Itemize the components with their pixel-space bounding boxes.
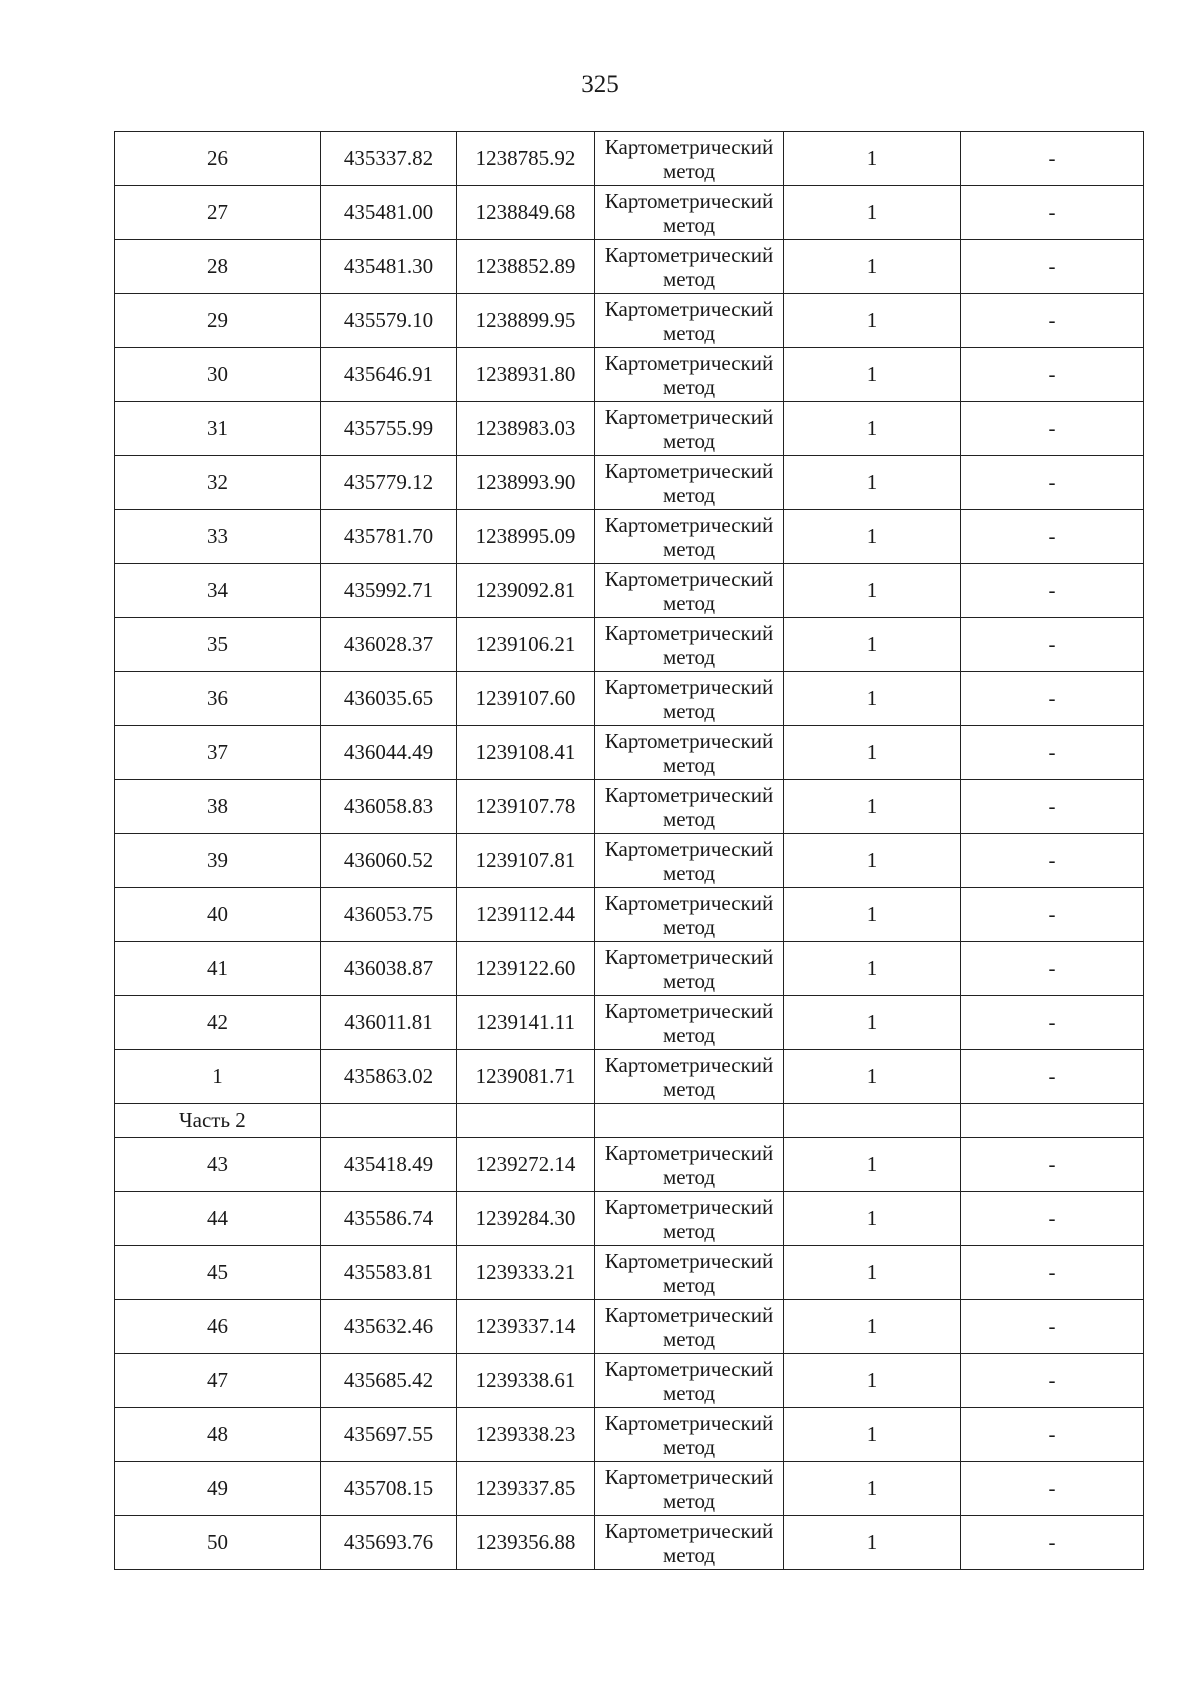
accuracy-cell: 1 xyxy=(784,132,961,186)
note-cell: - xyxy=(961,1408,1144,1462)
point-number-cell: 28 xyxy=(115,240,321,294)
accuracy-cell: 1 xyxy=(784,1138,961,1192)
x-coordinate-cell: 435708.15 xyxy=(321,1462,457,1516)
method-cell: Картометрический метод xyxy=(595,942,784,996)
method-cell: Картометрический метод xyxy=(595,1138,784,1192)
y-coordinate-cell: 1239112.44 xyxy=(457,888,595,942)
y-coordinate-cell: 1238785.92 xyxy=(457,132,595,186)
point-number-cell: 26 xyxy=(115,132,321,186)
y-coordinate-cell: 1239356.88 xyxy=(457,1516,595,1570)
point-number-cell: 49 xyxy=(115,1462,321,1516)
table-row xyxy=(115,1050,1144,1104)
x-coordinate-cell: 435586.74 xyxy=(321,1192,457,1246)
x-coordinate-cell: 436035.65 xyxy=(321,672,457,726)
method-cell: Картометрический метод xyxy=(595,456,784,510)
y-coordinate-cell: 1238993.90 xyxy=(457,456,595,510)
point-number-cell: 44 xyxy=(115,1192,321,1246)
point-number-cell: 1 xyxy=(115,1050,321,1104)
coordinates-table xyxy=(114,131,1144,1570)
table-row xyxy=(115,402,1144,456)
note-cell: - xyxy=(961,456,1144,510)
accuracy-cell: 1 xyxy=(784,618,961,672)
x-coordinate-cell: 436011.81 xyxy=(321,996,457,1050)
accuracy-cell: 1 xyxy=(784,780,961,834)
x-coordinate-cell: 435781.70 xyxy=(321,510,457,564)
x-coordinate-cell: 435481.00 xyxy=(321,186,457,240)
method-cell: Картометрический метод xyxy=(595,294,784,348)
table-row xyxy=(115,1462,1144,1516)
accuracy-cell: 1 xyxy=(784,1050,961,1104)
note-cell: - xyxy=(961,996,1144,1050)
x-coordinate-cell: 435693.76 xyxy=(321,1516,457,1570)
accuracy-cell: 1 xyxy=(784,456,961,510)
accuracy-cell: 1 xyxy=(784,996,961,1050)
empty-cell xyxy=(457,1104,595,1138)
y-coordinate-cell: 1238899.95 xyxy=(457,294,595,348)
empty-cell xyxy=(784,1104,961,1138)
note-cell: - xyxy=(961,1516,1144,1570)
method-cell: Картометрический метод xyxy=(595,726,784,780)
accuracy-cell: 1 xyxy=(784,564,961,618)
note-cell: - xyxy=(961,564,1144,618)
table-row xyxy=(115,132,1144,186)
empty-cell xyxy=(321,1104,457,1138)
table-row xyxy=(115,834,1144,888)
method-cell: Картометрический метод xyxy=(595,348,784,402)
method-cell: Картометрический метод xyxy=(595,1192,784,1246)
note-cell: - xyxy=(961,1246,1144,1300)
note-cell: - xyxy=(961,1050,1144,1104)
point-number-cell: 33 xyxy=(115,510,321,564)
accuracy-cell: 1 xyxy=(784,186,961,240)
method-cell: Картометрический метод xyxy=(595,834,784,888)
point-number-cell: 41 xyxy=(115,942,321,996)
empty-cell xyxy=(961,1104,1144,1138)
method-cell: Картометрический метод xyxy=(595,186,784,240)
table-row xyxy=(115,672,1144,726)
x-coordinate-cell: 435337.82 xyxy=(321,132,457,186)
method-cell: Картометрический метод xyxy=(595,1516,784,1570)
point-number-cell: 40 xyxy=(115,888,321,942)
table-row xyxy=(115,1138,1144,1192)
point-number-cell: 30 xyxy=(115,348,321,402)
x-coordinate-cell: 435579.10 xyxy=(321,294,457,348)
note-cell: - xyxy=(961,834,1144,888)
method-cell: Картометрический метод xyxy=(595,672,784,726)
empty-cell xyxy=(595,1104,784,1138)
y-coordinate-cell: 1239272.14 xyxy=(457,1138,595,1192)
method-cell: Картометрический метод xyxy=(595,402,784,456)
point-number-cell: 31 xyxy=(115,402,321,456)
point-number-cell: 27 xyxy=(115,186,321,240)
note-cell: - xyxy=(961,186,1144,240)
table-row xyxy=(115,780,1144,834)
point-number-cell: 43 xyxy=(115,1138,321,1192)
point-number-cell: 46 xyxy=(115,1300,321,1354)
table-row xyxy=(115,186,1144,240)
note-cell: - xyxy=(961,1354,1144,1408)
accuracy-cell: 1 xyxy=(784,1462,961,1516)
table-row xyxy=(115,1246,1144,1300)
y-coordinate-cell: 1238849.68 xyxy=(457,186,595,240)
method-cell: Картометрический метод xyxy=(595,1408,784,1462)
table-row xyxy=(115,294,1144,348)
accuracy-cell: 1 xyxy=(784,1516,961,1570)
method-cell: Картометрический метод xyxy=(595,564,784,618)
y-coordinate-cell: 1239092.81 xyxy=(457,564,595,618)
x-coordinate-cell: 436044.49 xyxy=(321,726,457,780)
accuracy-cell: 1 xyxy=(784,834,961,888)
x-coordinate-cell: 436028.37 xyxy=(321,618,457,672)
y-coordinate-cell: 1239338.23 xyxy=(457,1408,595,1462)
part-label: Часть 2 xyxy=(115,1104,321,1138)
y-coordinate-cell: 1239107.81 xyxy=(457,834,595,888)
table-row xyxy=(115,456,1144,510)
coordinates-table-body xyxy=(115,132,1144,1570)
accuracy-cell: 1 xyxy=(784,942,961,996)
method-cell: Картометрический метод xyxy=(595,996,784,1050)
table-row xyxy=(115,888,1144,942)
table-row xyxy=(115,618,1144,672)
table-row xyxy=(115,726,1144,780)
accuracy-cell: 1 xyxy=(784,888,961,942)
note-cell: - xyxy=(961,942,1144,996)
x-coordinate-cell: 436060.52 xyxy=(321,834,457,888)
method-cell: Картометрический метод xyxy=(595,240,784,294)
note-cell: - xyxy=(961,726,1144,780)
table-row xyxy=(115,1516,1144,1570)
note-cell: - xyxy=(961,1192,1144,1246)
y-coordinate-cell: 1239284.30 xyxy=(457,1192,595,1246)
point-number-cell: 37 xyxy=(115,726,321,780)
point-number-cell: 39 xyxy=(115,834,321,888)
table-row xyxy=(115,942,1144,996)
point-number-cell: 48 xyxy=(115,1408,321,1462)
x-coordinate-cell: 435418.49 xyxy=(321,1138,457,1192)
point-number-cell: 47 xyxy=(115,1354,321,1408)
accuracy-cell: 1 xyxy=(784,294,961,348)
note-cell: - xyxy=(961,888,1144,942)
accuracy-cell: 1 xyxy=(784,510,961,564)
method-cell: Картометрический метод xyxy=(595,1462,784,1516)
method-cell: Картометрический метод xyxy=(595,510,784,564)
method-cell: Картометрический метод xyxy=(595,1354,784,1408)
point-number-cell: 36 xyxy=(115,672,321,726)
note-cell: - xyxy=(961,780,1144,834)
method-cell: Картометрический метод xyxy=(595,132,784,186)
method-cell: Картометрический метод xyxy=(595,1300,784,1354)
table-row xyxy=(115,1192,1144,1246)
table-row xyxy=(115,1354,1144,1408)
x-coordinate-cell: 435583.81 xyxy=(321,1246,457,1300)
accuracy-cell: 1 xyxy=(784,348,961,402)
table-row xyxy=(115,1408,1144,1462)
x-coordinate-cell: 435685.42 xyxy=(321,1354,457,1408)
accuracy-cell: 1 xyxy=(784,402,961,456)
note-cell: - xyxy=(961,672,1144,726)
y-coordinate-cell: 1238852.89 xyxy=(457,240,595,294)
note-cell: - xyxy=(961,294,1144,348)
x-coordinate-cell: 436038.87 xyxy=(321,942,457,996)
method-cell: Картометрический метод xyxy=(595,1246,784,1300)
point-number-cell: 38 xyxy=(115,780,321,834)
note-cell: - xyxy=(961,240,1144,294)
point-number-cell: 29 xyxy=(115,294,321,348)
accuracy-cell: 1 xyxy=(784,1246,961,1300)
note-cell: - xyxy=(961,510,1144,564)
y-coordinate-cell: 1239122.60 xyxy=(457,942,595,996)
y-coordinate-cell: 1239107.60 xyxy=(457,672,595,726)
x-coordinate-cell: 436053.75 xyxy=(321,888,457,942)
accuracy-cell: 1 xyxy=(784,726,961,780)
x-coordinate-cell: 435755.99 xyxy=(321,402,457,456)
page-number: 325 xyxy=(581,71,619,98)
x-coordinate-cell: 436058.83 xyxy=(321,780,457,834)
table-row xyxy=(115,348,1144,402)
y-coordinate-cell: 1239337.14 xyxy=(457,1300,595,1354)
x-coordinate-cell: 435992.71 xyxy=(321,564,457,618)
table-row xyxy=(115,240,1144,294)
note-cell: - xyxy=(961,1138,1144,1192)
accuracy-cell: 1 xyxy=(784,1354,961,1408)
y-coordinate-cell: 1239107.78 xyxy=(457,780,595,834)
note-cell: - xyxy=(961,1462,1144,1516)
y-coordinate-cell: 1238983.03 xyxy=(457,402,595,456)
point-number-cell: 45 xyxy=(115,1246,321,1300)
x-coordinate-cell: 435646.91 xyxy=(321,348,457,402)
note-cell: - xyxy=(961,618,1144,672)
x-coordinate-cell: 435863.02 xyxy=(321,1050,457,1104)
y-coordinate-cell: 1239338.61 xyxy=(457,1354,595,1408)
y-coordinate-cell: 1239337.85 xyxy=(457,1462,595,1516)
method-cell: Картометрический метод xyxy=(595,1050,784,1104)
accuracy-cell: 1 xyxy=(784,1408,961,1462)
point-number-cell: 35 xyxy=(115,618,321,672)
x-coordinate-cell: 435697.55 xyxy=(321,1408,457,1462)
accuracy-cell: 1 xyxy=(784,672,961,726)
accuracy-cell: 1 xyxy=(784,1300,961,1354)
y-coordinate-cell: 1239108.41 xyxy=(457,726,595,780)
method-cell: Картометрический метод xyxy=(595,888,784,942)
method-cell: Картометрический метод xyxy=(595,618,784,672)
x-coordinate-cell: 435632.46 xyxy=(321,1300,457,1354)
point-number-cell: 50 xyxy=(115,1516,321,1570)
point-number-cell: 34 xyxy=(115,564,321,618)
y-coordinate-cell: 1239141.11 xyxy=(457,996,595,1050)
table-row xyxy=(115,564,1144,618)
method-cell: Картометрический метод xyxy=(595,780,784,834)
table-row xyxy=(115,1300,1144,1354)
x-coordinate-cell: 435481.30 xyxy=(321,240,457,294)
accuracy-cell: 1 xyxy=(784,1192,961,1246)
x-coordinate-cell: 435779.12 xyxy=(321,456,457,510)
note-cell: - xyxy=(961,402,1144,456)
table-row xyxy=(115,510,1144,564)
y-coordinate-cell: 1238995.09 xyxy=(457,510,595,564)
point-number-cell: 42 xyxy=(115,996,321,1050)
point-number-cell: 32 xyxy=(115,456,321,510)
table-row xyxy=(115,996,1144,1050)
y-coordinate-cell: 1239333.21 xyxy=(457,1246,595,1300)
y-coordinate-cell: 1238931.80 xyxy=(457,348,595,402)
y-coordinate-cell: 1239106.21 xyxy=(457,618,595,672)
note-cell: - xyxy=(961,348,1144,402)
part-header-row xyxy=(115,1104,1144,1138)
accuracy-cell: 1 xyxy=(784,240,961,294)
note-cell: - xyxy=(961,1300,1144,1354)
note-cell: - xyxy=(961,132,1144,186)
y-coordinate-cell: 1239081.71 xyxy=(457,1050,595,1104)
